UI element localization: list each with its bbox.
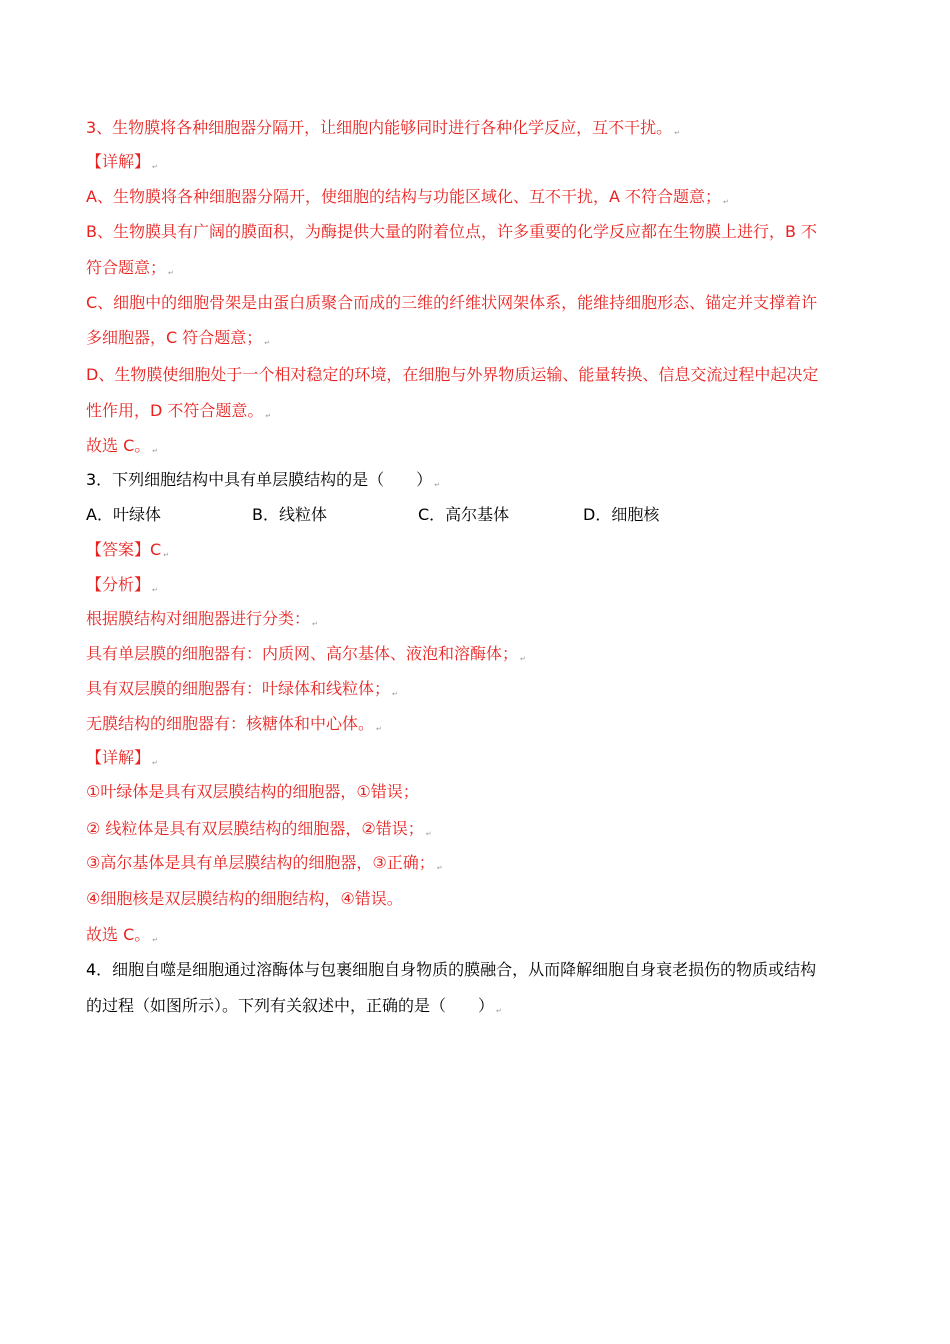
choose-answer: 故选 C。 ↵ <box>86 436 159 455</box>
detail-option-d-line-1: D、生物膜使细胞处于一个相对稳定的环境，在细胞与外界物质运输、能量转换、信息交流过程中起决定 <box>86 365 819 384</box>
paragraph-mark: ↵ <box>312 620 318 628</box>
paragraph-mark: ↵ <box>168 269 174 277</box>
paragraph-mark: ↵ <box>152 447 159 455</box>
question-3-stem: 3．下列细胞结构中具有单层膜结构的是（ ） ↵ <box>86 470 441 489</box>
detail-option-a: A、生物膜将各种细胞器分隔开，使细胞的结构与功能区域化、互不干扰，A 不符合题意； ↵ <box>86 187 729 206</box>
detail-option-d-line-2: 性作用，D 不符合题意。 ↵ <box>86 401 272 420</box>
detail-line-1: ①叶绿体是具有双层膜结构的细胞器，①错误； <box>86 782 419 801</box>
detail-option-c-line-1: C、细胞中的细胞骨架是由蛋白质聚合而成的三维的纤维状网架体系，能维持细胞形态、锚定并支撑着许 <box>86 293 818 312</box>
detail-option-c-line-2: 多细胞器，C 符合题意； ↵ <box>86 328 271 347</box>
analysis-line-3: 具有双层膜的细胞器有：叶绿体和线粒体； ↵ <box>86 679 398 698</box>
option-c: C．高尔基体 <box>418 505 510 524</box>
paragraph-mark: ↵ <box>425 830 432 838</box>
paragraph-mark: ↵ <box>520 655 526 663</box>
detail-label-2: 【详解】 ↵ <box>86 748 158 767</box>
paragraph-mark: ↵ <box>392 690 398 698</box>
detail-option-b-line-1: B、生物膜具有广阔的膜面积，为酶提供大量的附着位点，许多重要的化学反应都在生物膜上进行，B 不 <box>86 222 818 241</box>
option-a: A．叶绿体 <box>86 505 161 524</box>
question-4-stem-line-1: 4．细胞自噬是细胞通过溶酶体与包裹细胞自身物质的膜融合，从而降解细胞自身衰老损伤的物质或结构 <box>86 960 817 979</box>
analysis-label: 【分析】 ↵ <box>86 575 158 594</box>
paragraph-mark: ↵ <box>265 412 272 420</box>
paragraph-mark: ↵ <box>152 586 158 594</box>
option-d: D．细胞核 <box>583 505 660 524</box>
paragraph-mark: ↵ <box>496 1007 502 1015</box>
detail-option-b-line-2: 符合题意； ↵ <box>86 258 174 277</box>
analysis-line-4: 无膜结构的细胞器有：核糖体和中心体。 ↵ <box>86 714 382 733</box>
detail-label: 【详解】 ↵ <box>86 152 158 171</box>
analysis-line-1: 根据膜结构对细胞器进行分类： ↵ <box>86 609 318 628</box>
paragraph-mark: ↵ <box>264 339 271 347</box>
paragraph-mark: ↵ <box>152 163 158 171</box>
paragraph-mark: ↵ <box>434 481 441 489</box>
paragraph-mark: ↵ <box>152 936 159 944</box>
paragraph-mark: ↵ <box>163 551 170 559</box>
paragraph-mark: ↵ <box>436 864 443 872</box>
detail-line-3: ③高尔基体是具有单层膜结构的细胞器，③正确； ↵ <box>86 853 443 872</box>
answer-label: 【答案】C ↵ <box>86 540 170 559</box>
question-4-stem-line-2: 的过程（如图所示）。下列有关叙述中，正确的是（ ） ↵ <box>86 996 502 1015</box>
choose-answer-2: 故选 C。 ↵ <box>86 925 159 944</box>
paragraph-mark: ↵ <box>722 198 729 206</box>
paragraph-mark: ↵ <box>152 759 158 767</box>
paragraph-mark: ↵ <box>674 129 681 137</box>
explanation-item-3: 3、生物膜将各种细胞器分隔开，让细胞内能够同时进行各种化学反应，互不干扰。 ↵ <box>86 118 681 137</box>
option-b: B．线粒体 <box>252 505 327 524</box>
question-3-options <box>86 505 866 525</box>
detail-line-2: ② 线粒体是具有双层膜结构的细胞器，②错误； ↵ <box>86 819 432 838</box>
paragraph-mark: ↵ <box>376 725 382 733</box>
analysis-line-2: 具有单层膜的细胞器有：内质网、高尔基体、液泡和溶酶体； ↵ <box>86 644 526 663</box>
detail-line-4: ④细胞核是双层膜结构的细胞结构，④错误。 <box>86 889 403 908</box>
